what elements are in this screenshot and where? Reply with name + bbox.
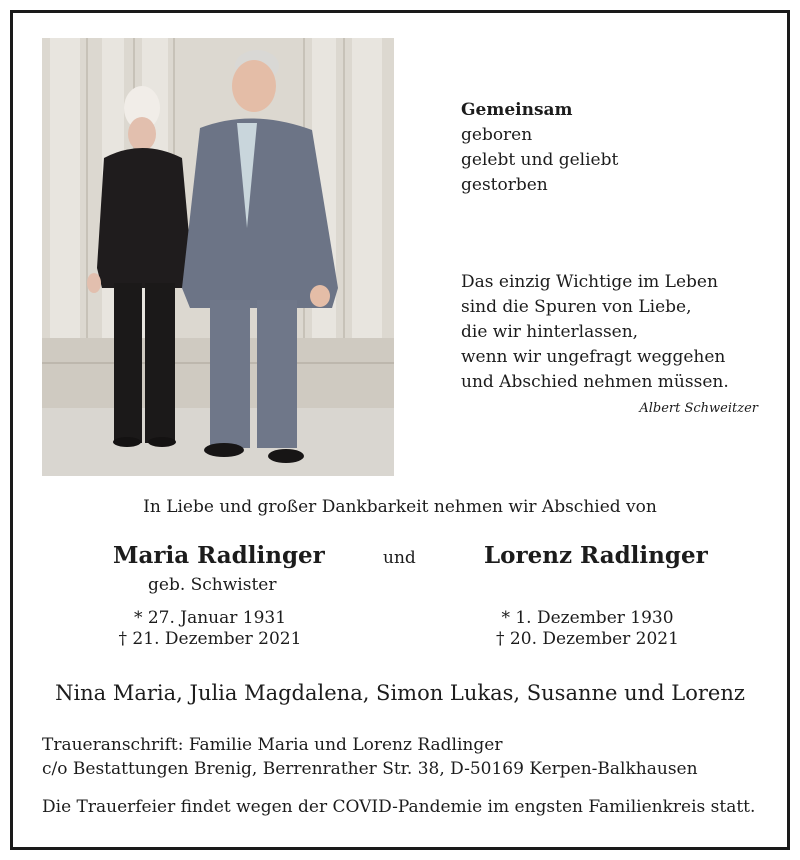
- poem-block: [461, 98, 618, 198]
- quote-block: [461, 270, 729, 395]
- quote-author: Albert Schweitzer: [639, 401, 758, 416]
- mourning-address: [42, 733, 698, 781]
- death-date: † 21. Dezember 2021: [118, 629, 302, 649]
- poem-heading: Gemeinsam: [461, 100, 573, 120]
- address-line: c/o Bestattungen Brenig, Berrenrather Str. 38, D-50169 Kerpen-Balkhausen: [42, 759, 698, 779]
- birth-name: geb. Schwister: [148, 575, 277, 595]
- dates-left: [105, 608, 315, 650]
- birth-date: * 27. Januar 1931: [133, 608, 287, 628]
- address-line: Traueranschrift: Familie Maria und Lorenz Radlinger: [42, 735, 503, 755]
- quote-line: sind die Spuren von Liebe,: [461, 297, 692, 317]
- intro-text: In Liebe und großer Dankbarkeit nehmen wir Abschied von: [143, 497, 657, 517]
- death-date: † 20. Dezember 2021: [496, 629, 679, 649]
- quote-line: wenn wir ungefragt weggehen: [461, 347, 726, 367]
- quote-line: Das einzig Wichtige im Leben: [461, 272, 718, 292]
- deceased-name-left: Maria Radlinger: [113, 542, 325, 569]
- quote-line: die wir hinterlassen,: [461, 322, 639, 342]
- couple-photo: [42, 38, 394, 476]
- birth-date: * 1. Dezember 1930: [501, 608, 674, 628]
- connector-text: und: [383, 548, 416, 568]
- family-names: Nina Maria, Julia Magdalena, Simon Lukas, Susanne und Lorenz: [55, 681, 745, 705]
- quote-line: und Abschied nehmen müssen.: [461, 372, 729, 392]
- poem-line: geboren: [461, 125, 533, 145]
- dates-right: [480, 608, 695, 650]
- poem-line: gestorben: [461, 175, 548, 195]
- funeral-notice: Die Trauerfeier findet wegen der COVID-Pandemie im engsten Familienkreis statt.: [42, 797, 756, 817]
- poem-line: gelebt und geliebt: [461, 150, 619, 170]
- deceased-name-right: Lorenz Radlinger: [484, 542, 708, 569]
